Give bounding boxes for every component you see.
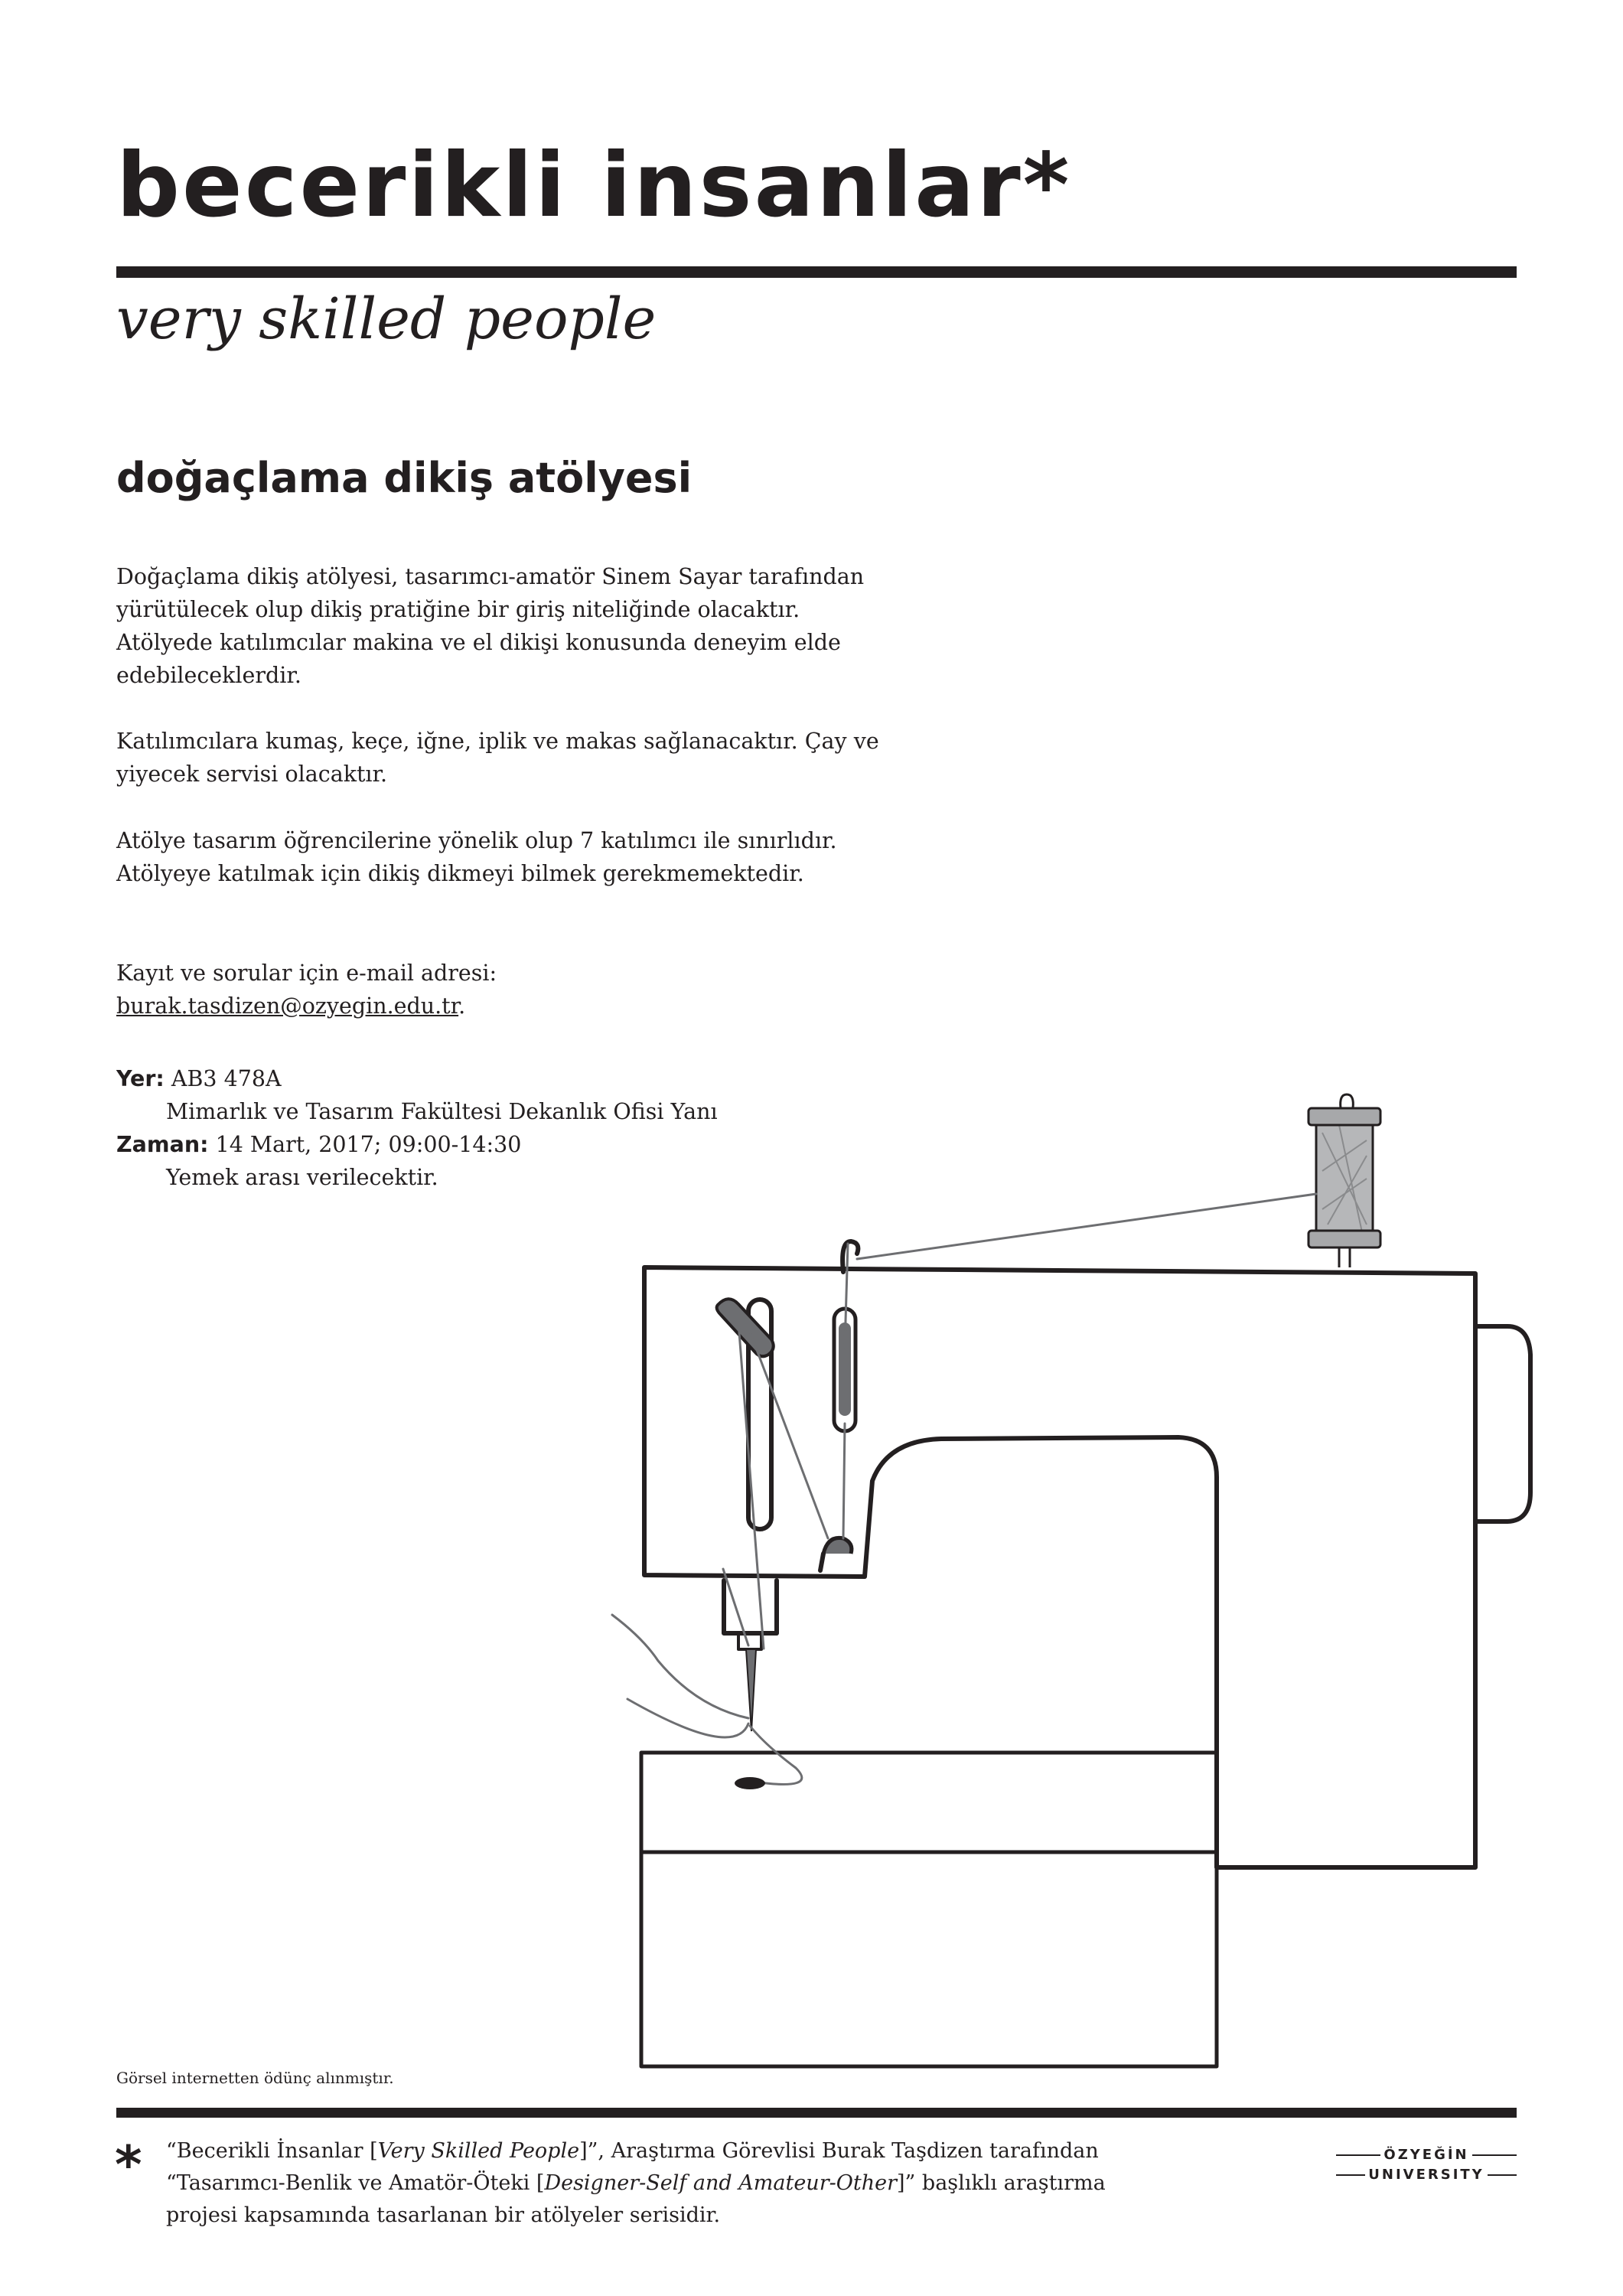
place-note: Mimarlık ve Tasarım Fakültesi Dekanlık Ofisi Yanı — [166, 1099, 718, 1124]
footnote-english-title: Very Skilled People — [377, 2139, 580, 2163]
contact-period: . — [458, 993, 466, 1019]
logo-line-1: ÖZYEĞİN — [1383, 2147, 1469, 2163]
place-label: Yer: — [116, 1066, 165, 1091]
footnote-part-5: ]” başlıklı araştırma projesi kapsamında tasarlanan bir atölyeler serisidir. — [166, 2171, 1106, 2227]
footnote-asterisk: * — [115, 2135, 142, 2196]
contact-email-link[interactable]: burak.tasdizen@ozyegin.edu.tr — [116, 993, 459, 1019]
footnote-text — [166, 2135, 1123, 2232]
contact-intro: Kayıt ve sorular için e-mail adresi: — [116, 960, 497, 986]
image-credit: Görsel internetten ödünç alınmıştır. — [116, 2069, 394, 2087]
footnote-project-english: Designer-Self and Amateur-Other — [544, 2171, 897, 2195]
time-note: Yemek arası verilecektir. — [166, 1165, 438, 1190]
time-value: 14 Mart, 2017; 09:00-14:30 — [215, 1132, 522, 1157]
sewing-machine-illustration — [582, 1079, 1553, 2074]
logo-line-left-2 — [1336, 2174, 1365, 2176]
footer-divider — [116, 2108, 1517, 2118]
time-label: Zaman: — [116, 1132, 209, 1157]
ozyegin-university-logo — [1336, 2145, 1517, 2185]
title-divider — [116, 266, 1517, 278]
logo-line-right — [1472, 2154, 1517, 2156]
poster-title: becerikli insanlar* — [116, 134, 1072, 237]
place-value: AB3 478A — [171, 1066, 282, 1091]
thread-spool — [1309, 1094, 1380, 1267]
logo-line-left — [1336, 2154, 1380, 2156]
contact-block — [116, 957, 889, 1022]
workshop-heading: doğaçlama dikiş atölyesi — [116, 454, 693, 502]
description-paragraph-2: Katılımcılara kumaş, keçe, iğne, iplik ve makas sağlanacaktır. Çay ve yiyecek servisi olacaktır. — [116, 729, 879, 787]
description-paragraph-1: Doğaçlama dikiş atölyesi, tasarımcı-amatör Sinem Sayar tarafından yürütülecek olup dikiş pratiğine bir giriş niteliğinde olacaktır. Atölyede katılımcılar makina ve el dikişi konusunda deneyim elde edebileceklerdir. — [116, 564, 865, 688]
footnote-part-1: “Becerikli İnsanlar [ — [166, 2139, 378, 2163]
logo-line-2: UNIVERSITY — [1368, 2167, 1484, 2183]
poster-subtitle: very skilled people — [116, 286, 657, 352]
logo-line-right-2 — [1488, 2174, 1517, 2176]
description-paragraph-3: Atölye tasarım öğrencilerine yönelik olup 7 katılımcı ile sınırlıdır. Atölyeye katılmak için dikiş dikmeyi bilmek gerekmemektedir. — [116, 828, 837, 886]
footnote-part-3: ]”, Araştırma Görevlisi Burak Taşdizen tarafından “Tasarımcı-Benlik ve Amatör-Öteki [ — [166, 2139, 1099, 2195]
